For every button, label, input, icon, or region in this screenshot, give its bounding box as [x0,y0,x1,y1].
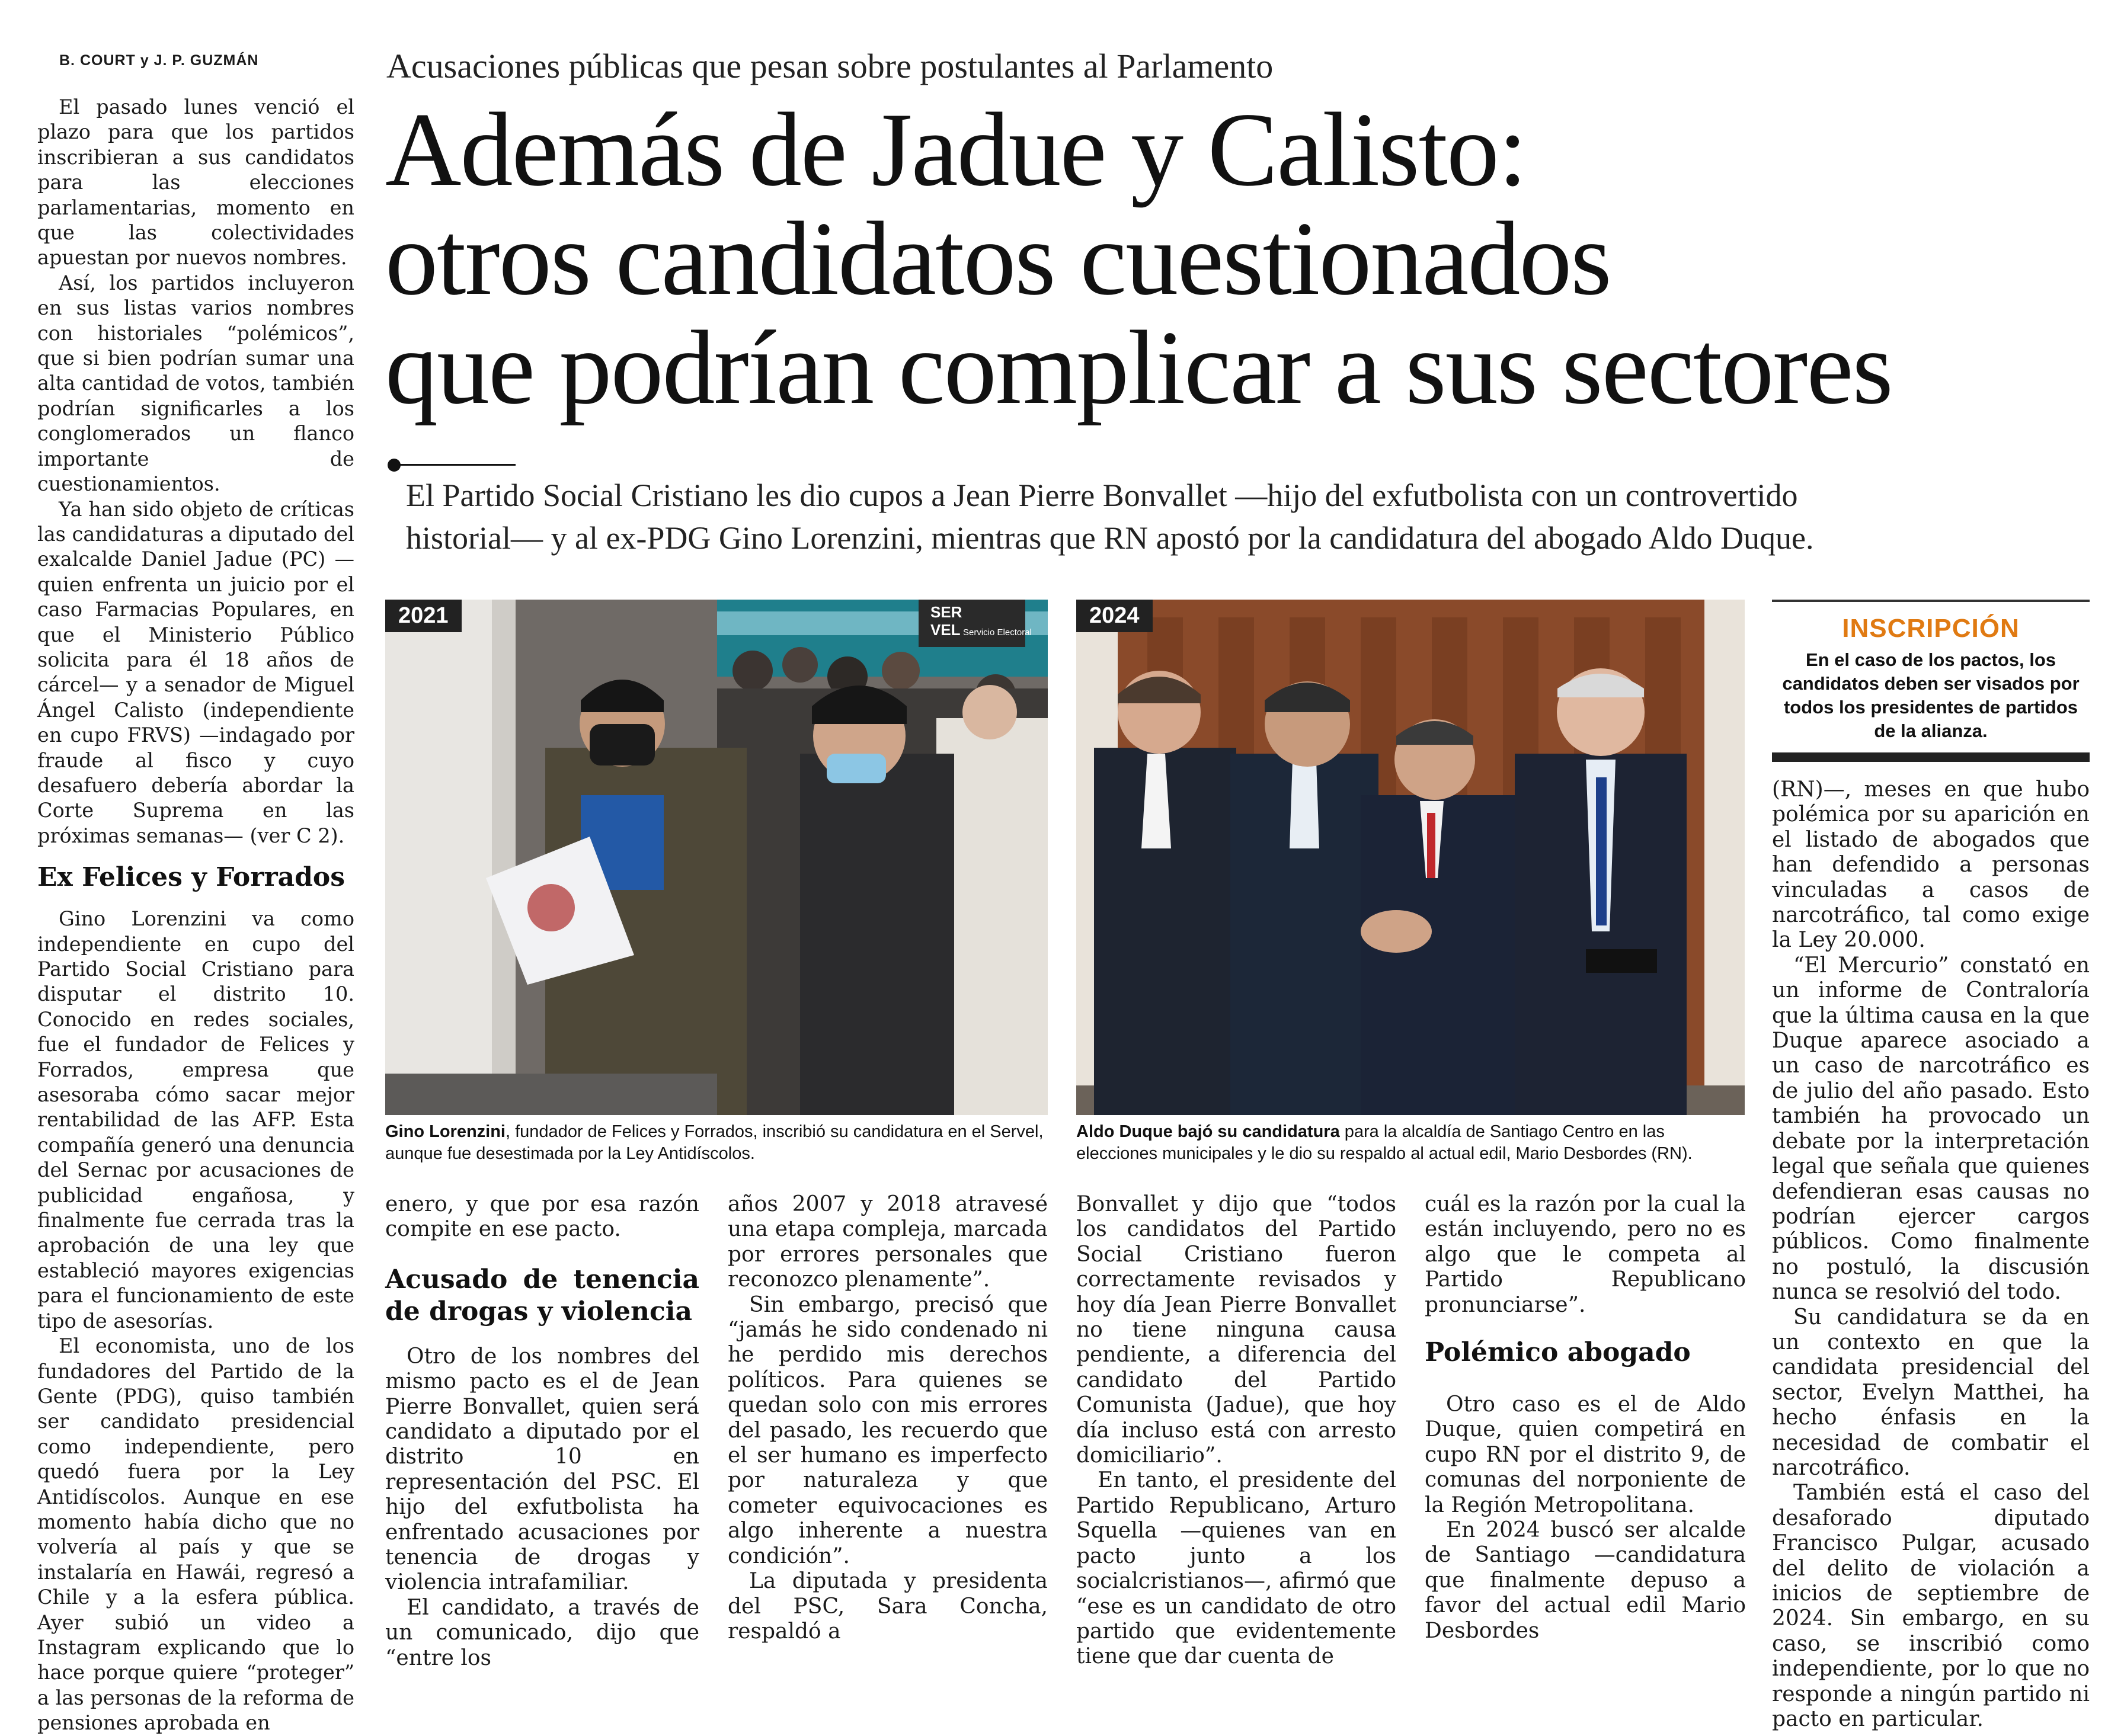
col6-paragraph: También está el caso del desaforado diputado Francisco Pulgar, acusado del delito de violación a inicios de septiembre de 2024. Sin embargo, en su caso, se inscribió como independiente, por lo que no responde a ningún partido ni pacto en particular. [1772,1481,2090,1732]
caption-duque-bold: Aldo Duque bajó su candidatura [1076,1122,1340,1141]
headline [385,91,2104,426]
bus-sign-3: Servicio Electoral [963,627,1032,638]
col2-paragraph: Otro de los nombres del mismo pacto es el de Jean Pierre Bonvallet, quien será candidato a diputado por el distrito 10 en representación del PSC. El hijo del exfutbolista ha enfrentado acusaciones por tenencia de drogas y violencia intrafamiliar. [385,1344,699,1595]
bus-sign-1: SER [930,603,962,621]
deck-line-2: historial— y al ex-PDG Gino Lorenzini, mientras que RN apostó por la candidatura del abogado Aldo Duque. [406,520,1814,556]
col6-paragraph: “El Mercurio” constató en un informe de Contraloría que la última causa en la que Duque aparece asociado a un caso de narcotráfico es de julio del año pasado. Esto también ha provocado un debate por la interpretación legal que señala que quienes defendieran esas causas no podrían ejercer cargos públicos. Como finalmente no postuló, la discusión nunca se resolvió del todo. [1772,953,2090,1305]
bus-sign-2: VEL [930,621,961,639]
column-6 [1772,777,2090,1732]
caption-lorenzini [385,1121,1049,1165]
col2-paragraph: enero, y que por esa razón compite en ese pacto. [385,1192,699,1242]
deck-line-1: El Partido Social Cristiano les dio cupos a Jean Pierre Bonvallet —hijo del exfutbolista con un controvertido [406,478,1798,513]
caption-lorenzini-text: , fundador de Felices y Forrados, inscribió su candidatura en el Servel, aunque fue desestimada por la Ley Antidíscolos. [385,1122,1044,1163]
caption-duque [1076,1121,1747,1165]
col1-paragraph: Gino Lorenzini va como independiente en cupo del Partido Social Cristiano para disputar el distrito 10. Conocido en redes sociales, fue el fundador de Felices y Forrados, empresa que asesoraba cómo sacar mejor rentabilidad de las AFP. Esta compañía generó una denuncia del Sernac por acusaciones de publicidad engañosa, y finalmente fue cerrada tras la aprobación de una ley que estableció mayores exigencias para el funcionamiento de este tipo de asesorías. [37,907,354,1333]
column-4 [1076,1192,1396,1670]
photo-tag-2024: 2024 [1076,600,1153,632]
subhead-polemico: Polémico abogado [1425,1337,1691,1368]
col4-paragraph: En tanto, el presidente del Partido Republicano, Arturo Squella —quienes van en pacto junto a los socialcristianos—, afirmó que “ese es un candidato de otro partido que evidentemente tiene que dar cuenta de [1076,1468,1396,1669]
col5-paragraph: cuál es la razón por la cual la están incluyendo, pero no es algo que le competa al Partido Republicano pronunciarse”. [1425,1192,1746,1317]
inscripcion-text: En el caso de los pactos, los candidatos deben ser visados por todos los presidentes de partidos de la alianza. [1782,649,2080,741]
photo-lorenzini-image [385,600,1048,1115]
deck [406,474,2113,559]
subhead-acusado: Acusado de tenencia de drogas y violencia [385,1264,699,1327]
col3-paragraph: años 2007 y 2018 atravesé una etapa compleja, marcada por errores personales que reconozco plenamente”. [728,1192,1048,1292]
inscripcion-top-rule [1772,600,2090,602]
headline-line-2: otros candidatos cuestionados [385,200,1611,317]
col3-paragraph: La diputada y presidenta del PSC, Sara Concha, respaldó a [728,1569,1048,1644]
rule-line [397,464,516,466]
kicker: Acusaciones públicas que pesan sobre postulantes al Parlamento [386,47,1274,85]
col1-paragraph: El pasado lunes venció el plazo para que los partidos inscribieran a sus candidatos para las elecciones parlamentarias, momento en que las colectividades apuestan por nuevos nombres. [37,95,354,270]
col5-paragraph: Otro caso es el de Aldo Duque, quien competirá en cupo RN por el distrito 9, de comunas del norponiente de la Región Metropolitana. [1425,1392,1746,1517]
byline: B. COURT y J. P. GUZMÁN [59,52,259,69]
caption-duque-text: para la alcaldía de Santiago Centro en las elecciones municipales y le dio su respaldo al actual edil, Mario Desbordes (RN). [1076,1122,1693,1163]
col2-paragraph: El candidato, a través de un comunicado, dijo que “entre los [385,1595,699,1670]
subhead-ex-felices: Ex Felices y Forrados [37,862,346,893]
caption-lorenzini-bold: Gino Lorenzini [385,1122,506,1141]
photo-duque-image [1076,600,1745,1115]
inscripcion-bottom-rule [1772,752,2090,762]
col1-paragraph: Así, los partidos incluyeron en sus listas varios nombres con historiales “polémicos”, que si bien podrían sumar una alta cantidad de votos, también podrían significarles a los conglomerados un flanco importante de cuestionamientos. [37,271,354,496]
col4-paragraph: Bonvallet y dijo que “todos los candidatos del Partido Social Cristiano fueron correctamente revisados y hoy día Jean Pierre Bonvallet no tiene ninguna causa pendiente, a diferencia del candidato del Partido Comunista (Jadue), que hoy día incluso está con arresto domiciliario”. [1076,1192,1396,1468]
photo-lorenzini [385,600,1048,1115]
headline-line-1: Además de Jadue y Calisto: [385,91,1527,208]
column-5 [1425,1192,1746,1644]
col6-paragraph: (RN)—, meses en que hubo polémica por su aparición en el listado de abogados que han defendido a personas vinculadas a casos de narcotráfico, tal como exige la Ley 20.000. [1772,777,2090,953]
col3-paragraph: Sin embargo, precisó que “jamás he sido condenado ni he perdido mis derechos políticos. Para quienes se quedan solo con mis errores del pasado, les recuerdo que el ser humano es imperfecto por naturaleza y que cometer equivocaciones es algo inherente a nuestra condición”. [728,1292,1048,1568]
col1-paragraph: Ya han sido objeto de críticas las candidaturas a diputado del exalcalde Daniel Jadue (PC) —quien enfrenta un juicio por el caso Farmacias Populares, en que el Ministerio Público solicita para él 18 años de cárcel— y a senador de Miguel Ángel Calisto (independiente en cupo FRVS) —indagado por fraude al fisco y cuyo desafuero debería abordar la Corte Suprema en las próximas semanas— (ver C 2). [37,497,354,847]
col6-paragraph: Su candidatura se da en un contexto en que la candidata presidencial del sector, Evelyn Matthei, ha hecho énfasis en la necesidad de combatir el narcotráfico. [1772,1305,2090,1480]
column-2 [385,1192,699,1671]
photo-tag-2021: 2021 [385,600,462,632]
column-3 [728,1192,1048,1644]
column-1 [37,95,354,1736]
col5-paragraph: En 2024 buscó ser alcalde de Santiago —candidatura que finalmente depuso a favor del actual edil Mario Desbordes [1425,1518,1746,1643]
photo-duque [1076,600,1745,1115]
inscripcion-title: INSCRIPCIÓN [1842,614,2020,643]
headline-line-3: que podrían complicar a sus sectores [385,309,1892,426]
col1-paragraph: El economista, uno de los fundadores del Partido de la Gente (PDG), quiso también ser candidato presidencial como independiente, pero quedó fuera por la Ley Antidíscolos. Aunque en ese momento había dicho que no volvería al país y que se instalaría en Hawái, regresó a Chile y a la esfera pública. Ayer subió un video a Instagram explicando que lo hace porque quiere “proteger” a las personas de la reforma de pensiones aprobada en [37,1334,354,1735]
